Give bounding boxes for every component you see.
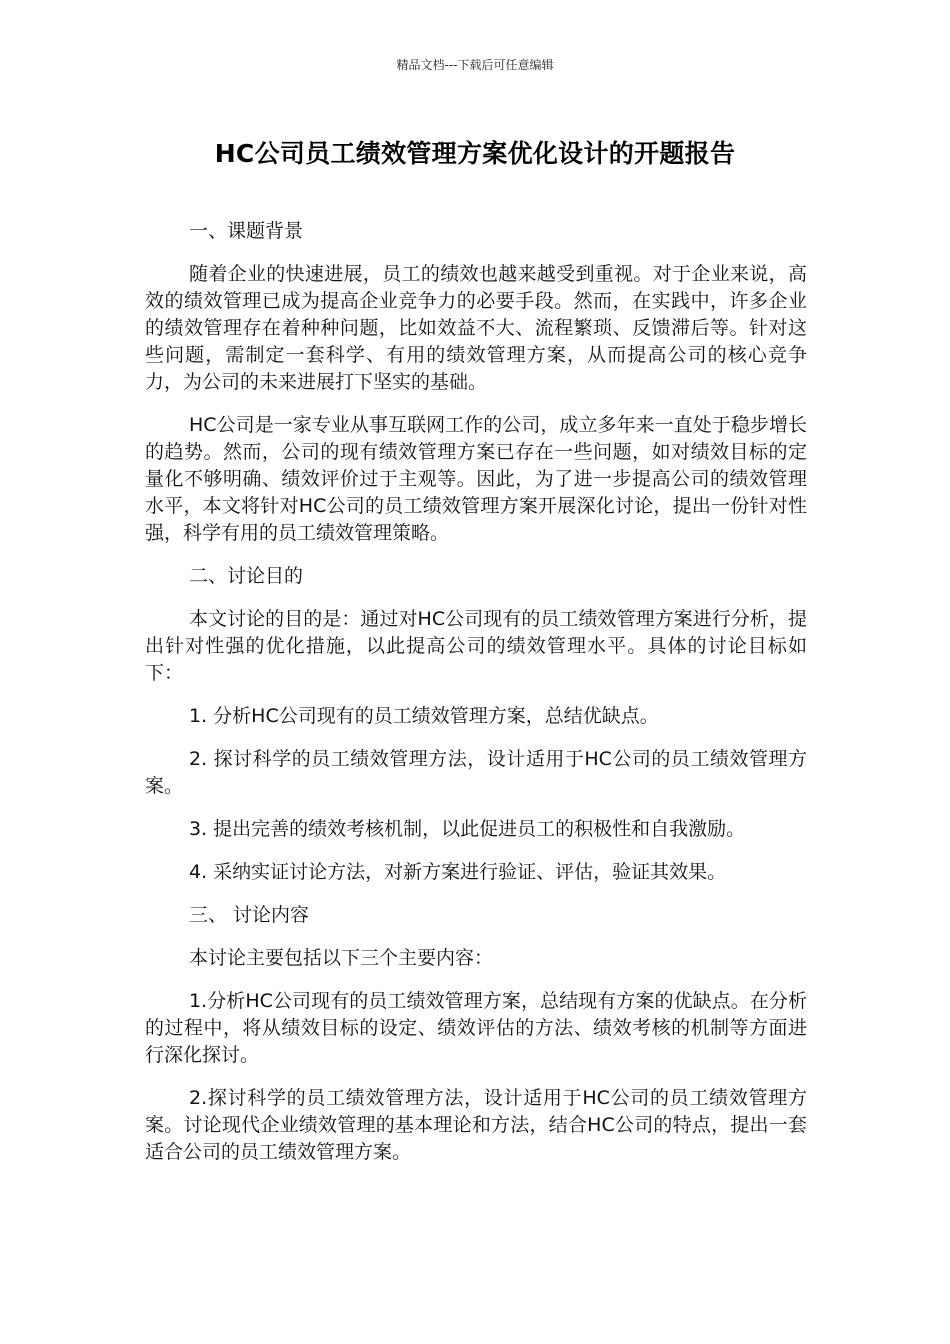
list-item: 2.探讨科学的员工绩效管理方法，设计适用于HC公司的员工绩效管理方案。讨论现代企业绩效管理的基本理论和方法，结合HC公司的特点，提出一套适合公司的员工绩效管理方案。: [145, 1087, 807, 1163]
document-body: [145, 218, 807, 1182]
paragraph: HC公司是一家专业从事互联网工作的公司，成立多年来一直处于稳步增长的趋势。然而，公司的现有绩效管理方案已存在一些问题，如对绩效目标的定量化不够明确、绩效评价过于主观等。因此，为了进一步提高公司的绩效管理水平，本文将针对HC公司的员工绩效管理方案开展深化讨论，提出一份针对性强，科学有用的员工绩效管理策略。: [145, 414, 807, 544]
page-header-note: 精品文档---下载后可任意编辑: [396, 58, 554, 72]
paragraph: 本文讨论的目的是：通过对HC公司现有的员工绩效管理方案进行分析，提出针对性强的优化措施，以此提高公司的绩效管理水平。具体的讨论目标如下：: [145, 608, 807, 684]
list-item: 1. 分析HC公司现有的员工绩效管理方案，总结优缺点。: [189, 705, 659, 727]
paragraph: 随着企业的快速进展，员工的绩效也越来越受到重视。对于企业来说，高效的绩效管理已成为提高企业竞争力的必要手段。然而，在实践中，许多企业的绩效管理存在着种种问题，比如效益不大、流程繁琐、反馈滞后等。针对这些问题，需制定一套科学、有用的绩效管理方案，从而提高公司的核心竞争力，为公司的未来进展打下坚实的基础。: [145, 263, 807, 393]
section-heading-background: 一、课题背景: [189, 220, 304, 242]
paragraph: 本讨论主要包括以下三个主要内容：: [189, 947, 494, 969]
section-heading-purpose: 二、讨论目的: [189, 565, 304, 587]
list-item: 4. 采纳实证讨论方法，对新方案进行验证、评估，验证其效果。: [189, 861, 727, 883]
section-heading-content: 三、 讨论内容: [189, 904, 310, 926]
list-item: 3. 提出完善的绩效考核机制，以此促进员工的积极性和自我激励。: [189, 818, 746, 840]
document-title: HC公司员工绩效管理方案优化设计的开题报告: [214, 139, 736, 168]
list-item: 1.分析HC公司现有的员工绩效管理方案，总结现有方案的优缺点。在分析的过程中，将从绩效目标的设定、绩效评估的方法、绩效考核的机制等方面进行深化探讨。: [145, 990, 807, 1066]
list-item: 2. 探讨科学的员工绩效管理方法，设计适用于HC公司的员工绩效管理方案。: [145, 748, 807, 797]
